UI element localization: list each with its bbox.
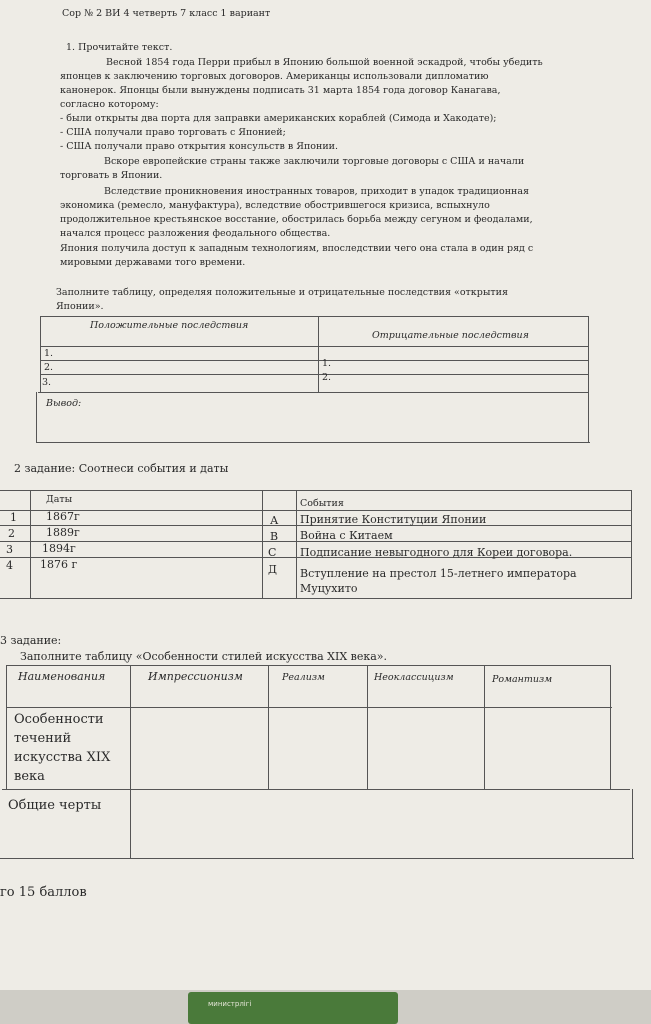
row-num: 2 [8, 527, 15, 540]
date-cell: 1876 г [40, 558, 78, 571]
date-cell: 1867г [46, 510, 80, 523]
book-cover-text: министрлігі [208, 1000, 252, 1008]
text-line: Вскоре европейские страны также заключили торговые договоры с США и начали [104, 156, 525, 167]
text-line: японцев к заключению торговых договоров. Американцы использовали дипломатию [60, 71, 489, 82]
header-naming: Наименования [18, 670, 106, 683]
header-impressionism: Импрессионизм [148, 670, 243, 683]
conclusion-label: Вывод: [46, 398, 82, 409]
worksheet-header: Сор № 2 ВИ 4 четверть 7 класс 1 вариант [62, 8, 271, 19]
green-book-cover [188, 992, 398, 1024]
header-neoclassicism: Неоклассицизм [374, 672, 454, 683]
text-line: - США получали право торговать с Японией; [60, 127, 286, 138]
text-line: канонерок. Японцы были вынуждены подписать 31 марта 1854 года договор Канагава, [60, 85, 501, 96]
event-cell: Принятие Конституции Японии [300, 513, 487, 526]
events-header: События [300, 498, 344, 509]
positive-num: 1. [44, 348, 54, 359]
text-line: Вследствие проникновения иностранных товаров, приходит в упадок традиционная [104, 186, 530, 197]
positive-num: 3. [42, 377, 52, 388]
task2-title: 2 задание: Соотнеси события и даты [14, 462, 229, 475]
task3-title: 3 задание: [0, 634, 62, 647]
letter-cell: Д [268, 563, 277, 576]
header-realism: Реализм [282, 672, 325, 683]
text-line: Весной 1854 года Перри прибыл в Японию большой военной эскадрой, чтобы убедить [106, 57, 543, 68]
event-cell-continuation: Муцухито [300, 582, 358, 595]
text-line: продолжительное крестьянское восстание, обострилась борьба между сегуном и феодалами, [60, 214, 533, 225]
row-common-features: Общие черты [8, 798, 102, 813]
total-score: го 15 баллов [0, 885, 87, 900]
letter-cell: С [268, 546, 277, 559]
text-line: начался процесс разложения феодального общества. [60, 228, 331, 239]
row-num: 3 [6, 543, 13, 556]
dates-header: Даты [46, 494, 73, 505]
task1-title: 1. Прочитайте текст. [66, 42, 173, 53]
row-features: века [14, 769, 45, 784]
event-cell: Подписание невыгодного для Кореи договора. [300, 546, 573, 559]
letter-cell: А [270, 514, 279, 527]
letter-cell: В [270, 530, 279, 543]
positive-header: Положительные последствия [90, 320, 249, 331]
row-features: искусства XIX [14, 750, 111, 765]
text-line: мировыми державами того времени. [60, 257, 246, 268]
date-cell: 1894г [42, 542, 76, 555]
task3-instruction: Заполните таблицу «Особенности стилей искусства XIX века». [20, 650, 388, 663]
text-line: - были открыты два порта для заправки американских кораблей (Симода и Хакодате); [60, 113, 497, 124]
row-features: Особенности [14, 712, 104, 727]
negative-num: 1. [322, 358, 332, 369]
positive-num: 2. [44, 362, 54, 373]
date-cell: 1889г [46, 526, 80, 539]
event-cell: Вступление на престол 15-летнего императора [300, 567, 577, 580]
row-num: 4 [6, 559, 13, 572]
negative-num: 2. [322, 372, 332, 383]
task1-instruction: Заполните таблицу, определяя положительные и отрицательные последствия «открытия [56, 287, 508, 298]
task1-instruction: Японии». [56, 301, 104, 312]
text-line: торговать в Японии. [60, 170, 163, 181]
text-line: Япония получила доступ к западным технологиям, впоследствии чего она стала в один ряд с [60, 243, 534, 254]
text-line: - США получали право открытия консульств в Японии. [60, 141, 339, 152]
text-line: согласно которому: [60, 99, 159, 110]
header-romanticism: Романтизм [492, 674, 553, 685]
negative-header: Отрицательные последствия [372, 330, 529, 341]
row-num: 1 [10, 511, 17, 524]
text-line: экономика (ремесло, мануфактура), вследствие обострившегося кризиса, вспыхнуло [60, 200, 490, 211]
row-features: течений [14, 731, 72, 746]
event-cell: Война с Китаем [300, 529, 393, 542]
